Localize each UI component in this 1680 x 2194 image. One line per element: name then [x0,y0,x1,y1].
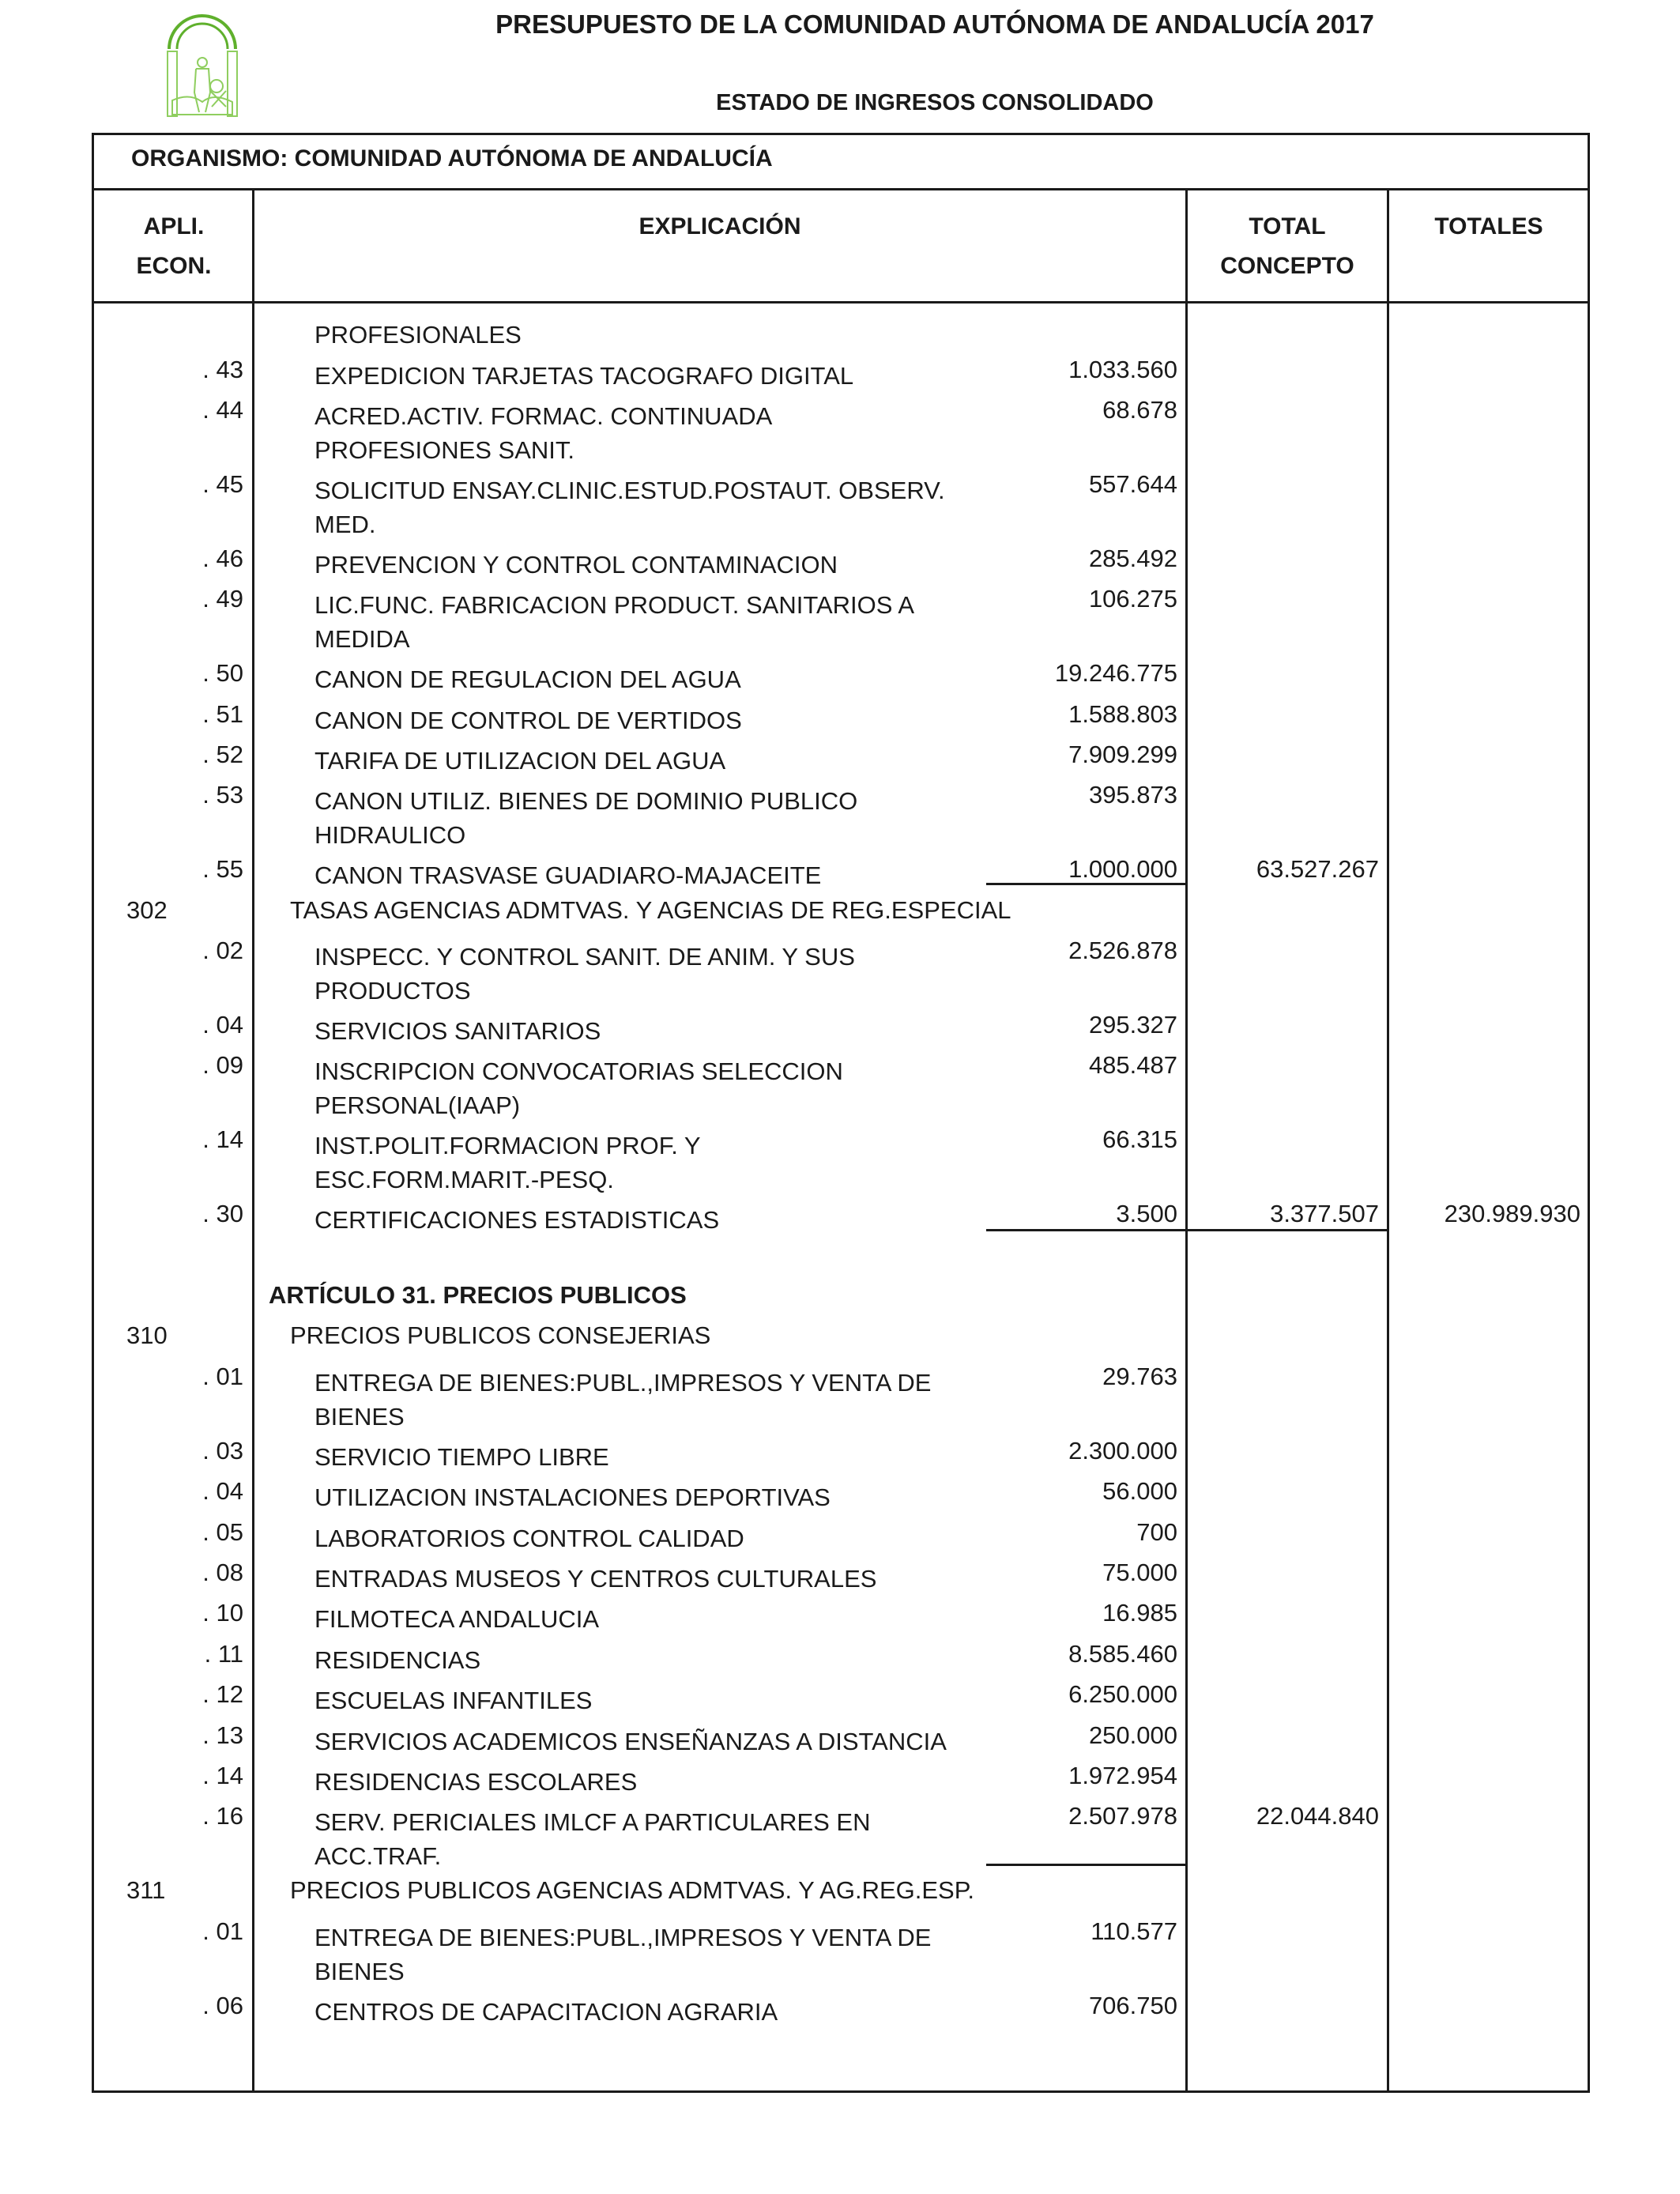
item-code: . 08 [202,1559,243,1586]
column-header-totales: TOTALES [1434,213,1543,239]
item-code: . 46 [202,545,243,572]
column-divider [252,190,254,2093]
column-header-apli: APLI. [143,213,205,239]
item-description: SERV. PERICIALES IMLCF A PARTICULARES EN [315,1808,871,1836]
item-description: ESCUELAS INFANTILES [315,1687,593,1714]
item-code: . 43 [202,356,243,383]
item-amount: 2.300.000 [1068,1437,1177,1465]
item-code: . 14 [202,1762,243,1789]
organismo-label: ORGANISMO: COMUNIDAD AUTÓNOMA DE ANDALUCÍA [131,145,773,172]
item-code: . 04 [202,1011,243,1039]
item-description: MEDIDA [315,625,410,653]
item-amount: 56.000 [1102,1477,1177,1505]
item-amount: 7.909.299 [1068,741,1177,768]
item-description: PROFESIONES SANIT. [315,436,575,464]
item-amount: 2.526.878 [1068,937,1177,964]
item-description: PRODUCTOS [315,977,471,1005]
item-code: . 05 [202,1518,243,1546]
item-amount: 1.000.000 [1068,855,1177,883]
item-amount: 285.492 [1088,545,1177,572]
total-concepto-value: 63.527.267 [1256,855,1379,883]
item-description: BIENES [315,1403,405,1431]
item-description: ESC.FORM.MARIT.-PESQ. [315,1166,614,1193]
column-divider [1387,190,1389,2093]
column-header-explicacion: EXPLICACIÓN [638,213,801,239]
item-code: . 51 [202,700,243,728]
item-description: TARIFA DE UTILIZACION DEL AGUA [315,747,726,775]
item-description: ACRED.ACTIV. FORMAC. CONTINUADA [315,402,773,430]
item-description: SOLICITUD ENSAY.CLINIC.ESTUD.POSTAUT. OBSERV. [315,477,945,504]
item-amount: 3.500 [1116,1200,1177,1227]
subtotal-rule [986,1864,1186,1866]
item-code: . 13 [202,1721,243,1749]
total-concepto-value: 3.377.507 [1270,1200,1379,1227]
subtotal-rule [986,1229,1388,1231]
item-amount: 110.577 [1090,1917,1177,1945]
item-description: PROFESIONALES [315,321,522,349]
item-code: . 01 [202,1917,243,1945]
item-description: CENTROS DE CAPACITACION AGRARIA [315,1998,778,2026]
item-description: ENTRADAS MUSEOS Y CENTROS CULTURALES [315,1565,877,1593]
item-amount: 8.585.460 [1068,1640,1177,1668]
totales-value: 230.989.930 [1444,1200,1580,1227]
item-amount: 1.588.803 [1068,700,1177,728]
item-code: . 11 [204,1640,243,1668]
item-amount: 1.972.954 [1068,1762,1177,1789]
item-description: SERVICIO TIEMPO LIBRE [315,1443,609,1471]
item-code: . 52 [202,741,243,768]
item-amount: 557.644 [1088,470,1177,498]
item-description: SERVICIOS ACADEMICOS ENSEÑANZAS A DISTANCIA [315,1728,947,1755]
column-header-total: TOTAL [1249,213,1326,239]
page-title: PRESUPUESTO DE LA COMUNIDAD AUTÓNOMA DE ANDALUCÍA 2017 [495,9,1374,39]
item-code: . 10 [202,1599,243,1627]
item-amount: 250.000 [1088,1721,1177,1749]
item-code: . 16 [202,1802,243,1830]
concept-description: PRECIOS PUBLICOS AGENCIAS ADMTVAS. Y AG.REG.ESP. [290,1876,975,1904]
item-code: . 55 [202,855,243,883]
item-description: PREVENCION Y CONTROL CONTAMINACION [315,551,838,579]
item-code: . 06 [202,1992,243,2019]
item-code: . 14 [202,1125,243,1153]
item-description: PERSONAL(IAAP) [315,1091,521,1119]
item-description: INST.POLIT.FORMACION PROF. Y [315,1132,701,1159]
item-description: FILMOTECA ANDALUCIA [315,1605,600,1633]
concept-code: 302 [126,896,168,924]
concept-description: TASAS AGENCIAS ADMTVAS. Y AGENCIAS DE REG.ESPECIAL [290,896,1011,924]
item-amount: 6.250.000 [1068,1680,1177,1708]
item-description: BIENES [315,1958,405,1985]
item-description: UTILIZACION INSTALACIONES DEPORTIVAS [315,1483,831,1511]
item-code: . 45 [202,470,243,498]
item-description: CANON DE REGULACION DEL AGUA [315,665,741,693]
divider [92,188,1590,190]
column-header-econ: ECON. [136,253,212,279]
item-amount: 66.315 [1102,1125,1177,1153]
item-description: CANON DE CONTROL DE VERTIDOS [315,707,742,734]
concept-code: 311 [126,1876,166,1904]
item-amount: 75.000 [1102,1559,1177,1586]
item-description: MED. [315,511,376,538]
item-amount: 19.246.775 [1054,659,1177,687]
item-description: LIC.FUNC. FABRICACION PRODUCT. SANITARIOS A [315,591,915,619]
item-amount: 700 [1136,1518,1177,1546]
item-amount: 706.750 [1088,1992,1177,2019]
item-code: . 49 [202,585,243,613]
item-code: . 30 [202,1200,243,1227]
item-code: . 53 [202,781,243,809]
item-description: SERVICIOS SANITARIOS [315,1017,601,1045]
item-amount: 395.873 [1088,781,1177,809]
item-amount: 2.507.978 [1068,1802,1177,1830]
item-amount: 68.678 [1102,396,1177,424]
item-description: CERTIFICACIONES ESTADISTICAS [315,1206,720,1234]
item-description: CANON UTILIZ. BIENES DE DOMINIO PUBLICO [315,787,858,815]
article-heading: ARTÍCULO 31. PRECIOS PUBLICOS [269,1281,687,1309]
total-concepto-value: 22.044.840 [1256,1802,1379,1830]
item-description: ACC.TRAF. [315,1842,442,1870]
item-amount: 106.275 [1088,585,1177,613]
item-description: ENTREGA DE BIENES:PUBL.,IMPRESOS Y VENTA DE [315,1369,932,1397]
item-code: . 50 [202,659,243,687]
column-header-concepto: CONCEPTO [1220,253,1354,279]
item-description: ENTREGA DE BIENES:PUBL.,IMPRESOS Y VENTA DE [315,1924,932,1951]
item-description: RESIDENCIAS ESCOLARES [315,1768,638,1796]
item-description: LABORATORIOS CONTROL CALIDAD [315,1525,744,1552]
item-description: INSCRIPCION CONVOCATORIAS SELECCION [315,1057,843,1085]
item-amount: 29.763 [1102,1363,1177,1390]
item-description: EXPEDICION TARJETAS TACOGRAFO DIGITAL [315,362,854,390]
item-amount: 295.327 [1088,1011,1177,1039]
item-code: . 09 [202,1051,243,1079]
page-subtitle: ESTADO DE INGRESOS CONSOLIDADO [716,90,1154,115]
concept-code: 310 [126,1321,168,1349]
concept-description: PRECIOS PUBLICOS CONSEJERIAS [290,1321,711,1349]
item-description: HIDRAULICO [315,821,466,849]
item-amount: 1.033.560 [1068,356,1177,383]
item-amount: 485.487 [1088,1051,1177,1079]
item-code: . 02 [202,937,243,964]
item-description: INSPECC. Y CONTROL SANIT. DE ANIM. Y SUS [315,943,855,971]
item-code: . 44 [202,396,243,424]
item-amount: 16.985 [1102,1599,1177,1627]
item-code: . 12 [202,1680,243,1708]
item-description: CANON TRASVASE GUADIARO-MAJACEITE [315,861,822,889]
item-description: RESIDENCIAS [315,1646,481,1674]
column-divider [1185,190,1188,2093]
item-code: . 01 [202,1363,243,1390]
item-code: . 03 [202,1437,243,1465]
item-code: . 04 [202,1477,243,1505]
divider [92,301,1590,303]
